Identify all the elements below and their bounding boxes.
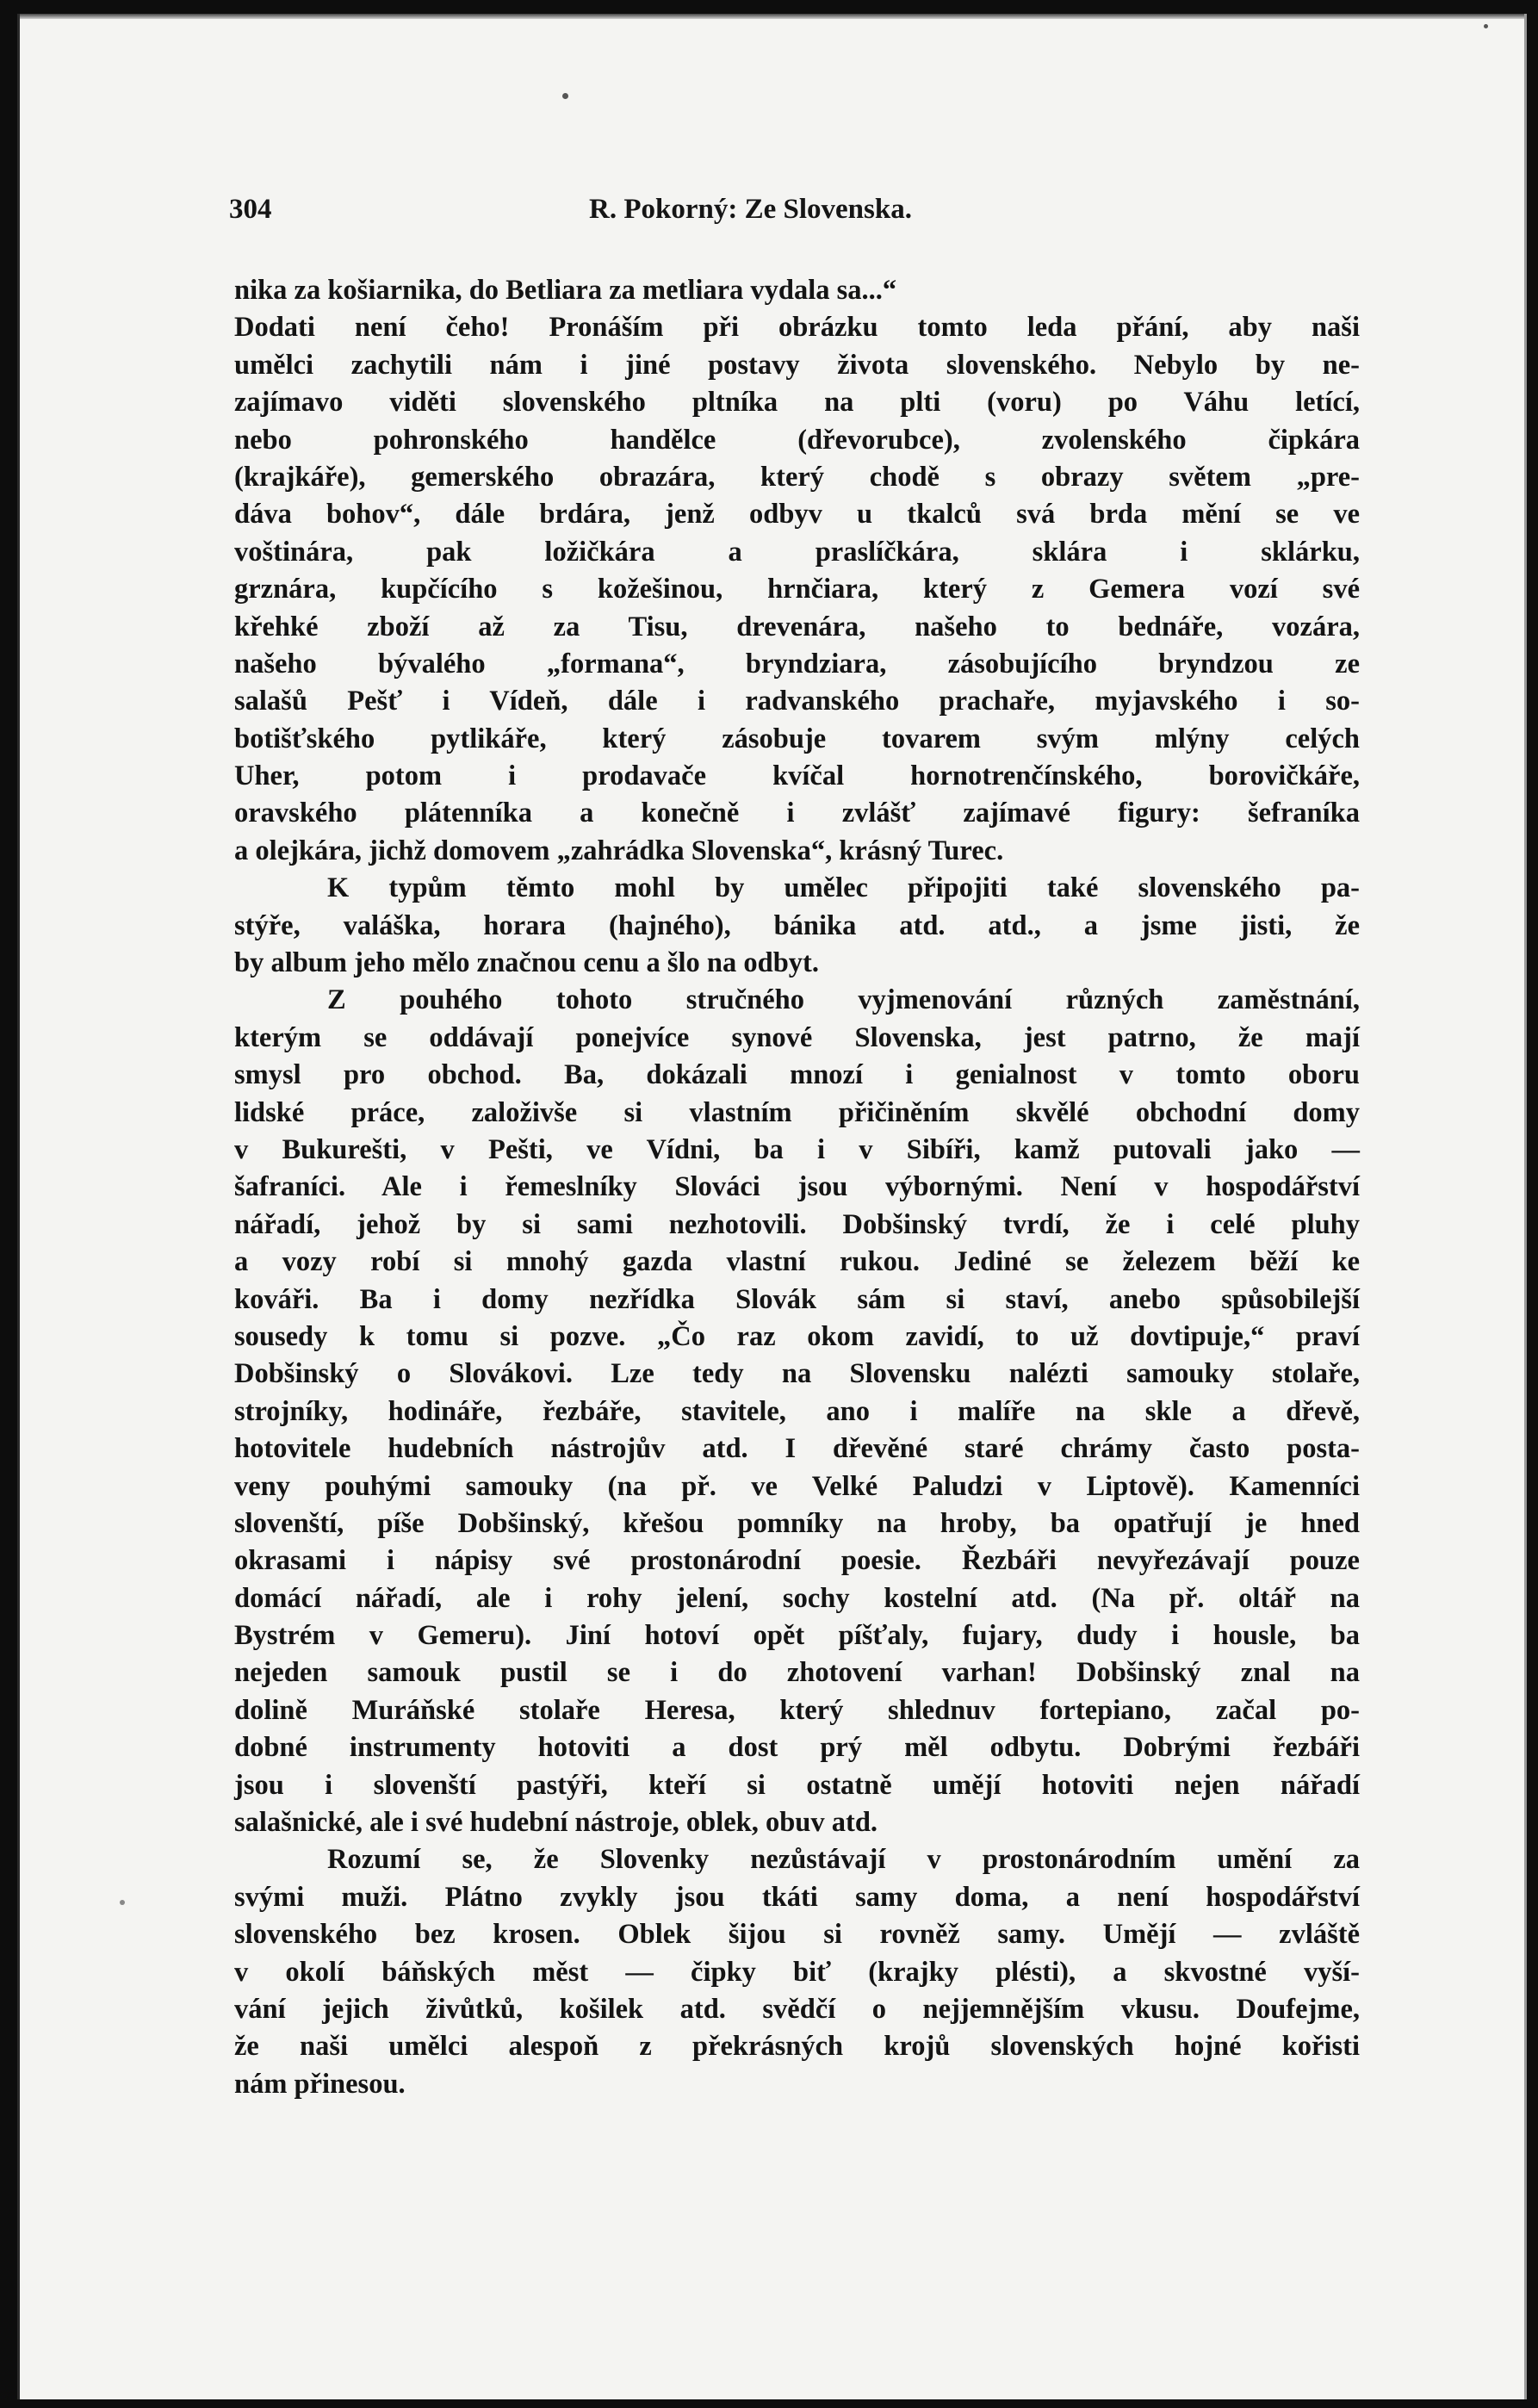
text-line: by album jeho mělo značnou cenu a šlo na odbyt. bbox=[234, 947, 819, 979]
text-line: slovenského bez krosen. Oblek šijou si rovněž samy. Umějí — zvláště bbox=[234, 1919, 1360, 1951]
text-line: dobné instrumenty hotoviti a dost prý měl odbytu. Dobrými řezbáři bbox=[234, 1732, 1360, 1764]
text-line: nika za košiarnika, do Betliara za metliara vydala sa...“ bbox=[234, 275, 897, 306]
page-header bbox=[229, 194, 1361, 237]
text-line: veny pouhými samouky (na př. ve Velké Paludzi v Liptově). Kamenníci bbox=[234, 1470, 1360, 1502]
text-line: voštinára, pak ložičkára a praslíčkára, sklára i sklárku, bbox=[234, 536, 1360, 568]
text-line: slovenští, píše Dobšinský, křešou pomníky na hroby, ba opatřují je hned bbox=[234, 1507, 1360, 1539]
paragraph-start-line: K typům těmto mohl by umělec připojiti také slovenského pa- bbox=[327, 872, 1360, 904]
text-line: strojníky, hodináře, řezbáře, stavitele, ano i malíře na skle a dřevě, bbox=[234, 1395, 1360, 1427]
text-line: lidské práce, založivše si vlastním přičiněním skvělé obchodní domy bbox=[234, 1096, 1360, 1128]
text-line: salašnické, ale i své hudební nástroje, oblek, obuv atd. bbox=[234, 1807, 878, 1839]
text-line: kováři. Ba i domy nezřídka Slovák sám si staví, anebo spůsobilejší bbox=[234, 1283, 1360, 1315]
text-line: kterým se oddávají ponejvíce synové Slovenska, jest patrno, že mají bbox=[234, 1021, 1360, 1053]
text-line: vání jejich živůtků, košilek atd. svědčí o nejjemnějším vkusu. Doufejme, bbox=[234, 1993, 1360, 2025]
text-line: hotovitele hudebních nástrojův atd. I dřevěné staré chrámy často posta- bbox=[234, 1433, 1360, 1465]
text-line: v Bukurešti, v Pešti, ve Vídni, ba i v Sibíři, kamž putovali jako — bbox=[234, 1133, 1360, 1165]
scan-speck bbox=[120, 1900, 125, 1905]
text-line: smysl pro obchod. Ba, dokázali mnozí i genialnost v tomto oboru bbox=[234, 1059, 1360, 1091]
text-line: Uher, potom i prodavače kvíčal hornotrenčínského, borovičkáře, bbox=[234, 760, 1360, 792]
text-line: umělci zachytili nám i jiné postavy života slovenského. Nebylo by ne- bbox=[234, 349, 1360, 381]
paragraph-start-line: Z pouhého tohoto stručného vyjmenování různých zaměstnání, bbox=[327, 984, 1360, 1016]
text-line: sousedy k tomu si pozve. „Čo raz okom zavidí, to už dovtipuje,“ praví bbox=[234, 1320, 1360, 1352]
text-line: nářadí, jehož by si sami nezhotovili. Dobšinský tvrdí, že i celé pluhy bbox=[234, 1208, 1360, 1240]
text-line: že naši umělci alespoň z překrásných krojů slovenských hojné kořisti bbox=[234, 2031, 1360, 2063]
text-line: nám přinesou. bbox=[234, 2068, 406, 2100]
text-line: v okolí báňských měst — čipky biť (krajky plésti), a skvostné vyší- bbox=[234, 1956, 1360, 1988]
text-line: oravského plátenníka a konečně i zvlášť zajímavé figury: šefraníka bbox=[234, 797, 1360, 829]
text-line: zajímavo viděti slovenského pltníka na plti (voru) po Váhu letící, bbox=[234, 387, 1360, 419]
text-line: botišťského pytlikáře, který zásobuje tovarem svým mlýny celých bbox=[234, 723, 1360, 754]
paragraph-start-line: Rozumí se, že Slovenky nezůstávají v prostonárodním umění za bbox=[327, 1844, 1360, 1876]
scan-speck bbox=[1484, 24, 1488, 28]
text-line: a vozy robí si mnohý gazda vlastní rukou. Jediné se železem běží ke bbox=[234, 1246, 1360, 1278]
body-text bbox=[234, 272, 1360, 2103]
text-line: svými muži. Plátno zvykly jsou tkáti samy doma, a není hospodářství bbox=[234, 1881, 1360, 1913]
page-top-edge bbox=[20, 14, 1527, 19]
page-number: 304 bbox=[229, 194, 272, 225]
text-line: Dobšinský o Slovákovi. Lze tedy na Slovensku nalézti samouky stolaře, bbox=[234, 1358, 1360, 1390]
text-line: stýře, valáška, horara (hajného), bánika atd. atd., a jsme jisti, že bbox=[234, 909, 1360, 941]
text-line: dáva bohov“, dále brdára, jenž odbyv u tkalců svá brda mění se ve bbox=[234, 499, 1360, 531]
text-line: šafraníci. Ale i řemeslníky Slováci jsou výbornými. Není v hospodářství bbox=[234, 1171, 1360, 1203]
page-right-edge bbox=[1524, 14, 1527, 2399]
text-line: okrasami i nápisy své prostonárodní poesie. Řezbáři nevyřezávají pouze bbox=[234, 1545, 1360, 1577]
running-title: R. Pokorný: Ze Slovenska. bbox=[589, 194, 912, 225]
text-line: (krajkáře), gemerského obrazára, který chodě s obrazy světem „pre- bbox=[234, 461, 1360, 493]
text-line: dolině Muráňské stolaře Heresa, který shlednuv fortepiano, začal po- bbox=[234, 1694, 1360, 1726]
text-line: našeho bývalého „formana“, bryndziara, zásobujícího bryndzou ze bbox=[234, 648, 1360, 680]
text-line: Dodati není čeho! Pronáším při obrázku tomto leda přání, aby naši bbox=[234, 312, 1360, 344]
text-line: Bystrém v Gemeru). Jiní hotoví opět píšťaly, fujary, dudy i housle, ba bbox=[234, 1620, 1360, 1652]
text-line: grznára, kupčícího s kožešinou, hrnčiara, který z Gemera vozí své bbox=[234, 574, 1360, 605]
text-line: křehké zboží až za Tisu, drevenára, našeho to bednáře, vozára, bbox=[234, 611, 1360, 642]
text-line: nebo pohronského handělce (dřevorubce), zvolenského čipkára bbox=[234, 424, 1360, 456]
text-line: domácí nářadí, ale i rohy jelení, sochy kostelní atd. (Na př. oltář na bbox=[234, 1582, 1360, 1614]
scan-speck bbox=[562, 93, 568, 99]
text-line: nejeden samouk pustil se i do zhotovení varhan! Dobšinský znal na bbox=[234, 1657, 1360, 1689]
text-line: jsou i slovenští pastýři, kteří si ostatně umějí hotoviti nejen nářadí bbox=[234, 1769, 1360, 1801]
text-line: a olejkára, jichž domovem „zahrádka Slovenska“, krásný Turec. bbox=[234, 835, 1004, 866]
text-line: salašů Pešť i Vídeň, dále i radvanského prachaře, myjavského i so- bbox=[234, 686, 1360, 717]
